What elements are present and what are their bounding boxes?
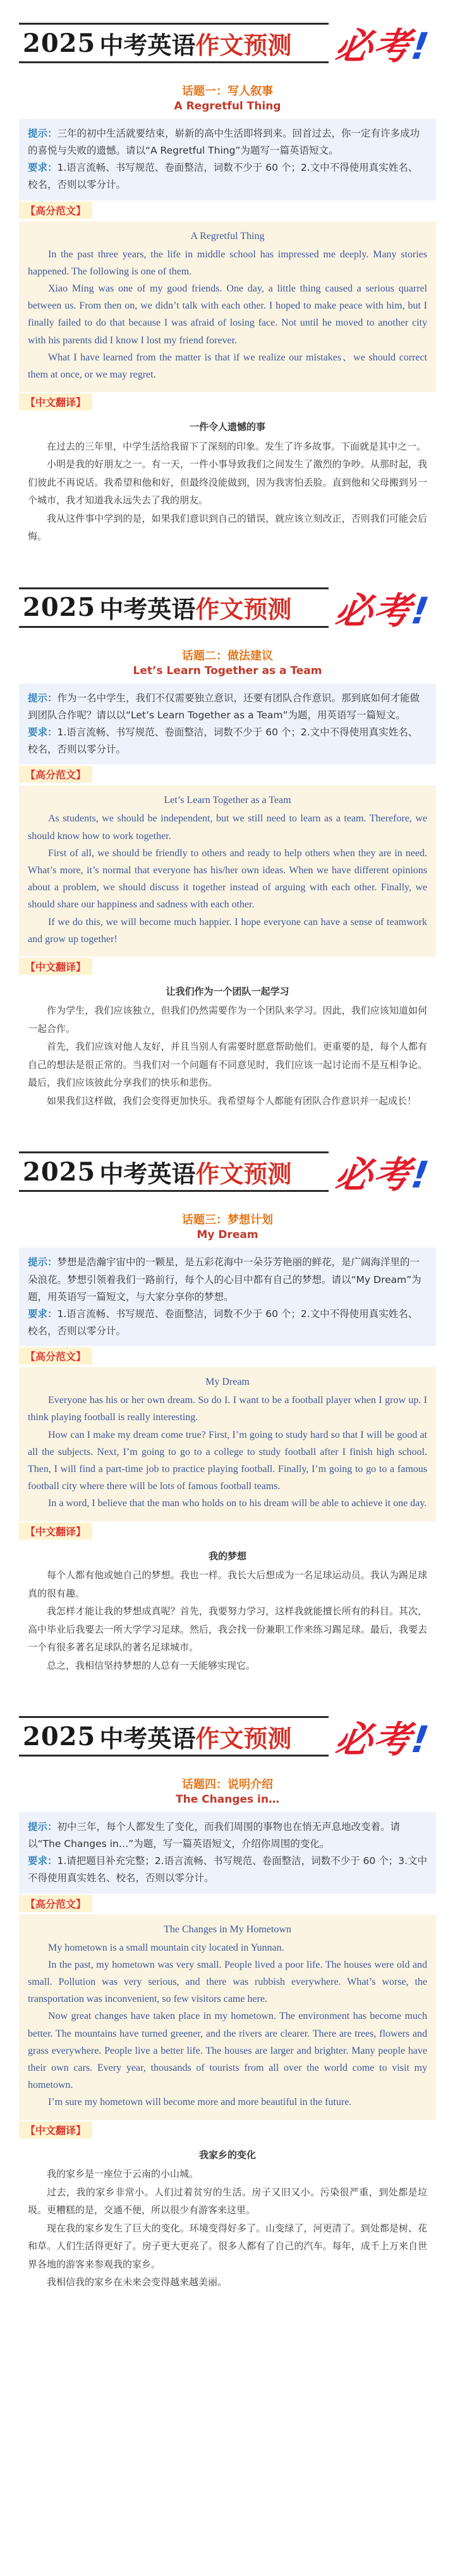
banner [19, 1707, 436, 1765]
prompt-label: 提示： [28, 1256, 58, 1268]
banner-subject: 中考英语 [99, 31, 196, 59]
banner-subject: 中考英语 [99, 1724, 196, 1753]
sample-essay-tag: 【高分范文】 [19, 766, 92, 783]
prompt-label: 提示： [28, 128, 58, 139]
sample-essay [19, 1367, 436, 1521]
translation-tag: 【中文翻译】 [19, 2121, 92, 2138]
banner-year: 2025 [23, 28, 96, 58]
requirement-label: 要求： [28, 162, 58, 174]
essay-paragraph: How can I make my dream come true? First, I’m going to study hard so that I will be good at all the subjects. Next, I’m going to go to a college to study football after I finish high school. Then, I will find a part-time job to practice playing football. Finally, I’m going to go to a famous football city where there will be lots of famous football teams. [28, 1429, 427, 1492]
topic-title: 话题二：做法建议 [182, 649, 273, 663]
prompt-text: 梦想是浩瀚宇宙中的一颗星，是五彩花海中一朵芬芳艳丽的鲜花，是广阔海洋里的一朵浪花。梦想引领着我们一路前行，每个人的心目中都有自己的梦想。请以“My Dream”为题，用英语写一篇短文，与大家分享你的梦想。 [28, 1256, 422, 1303]
prompt-label: 提示： [28, 692, 58, 704]
topic-section [19, 1143, 436, 1682]
topic-subtitle: My Dream [197, 1229, 258, 1242]
must-test-mark [332, 16, 434, 70]
essay-paragraph: My hometown is a small mountain city located in Yunnan. [48, 1942, 284, 1953]
banner [19, 1143, 436, 1201]
requirement-label: 要求： [28, 726, 58, 738]
must-test-text: 必考 [332, 25, 415, 68]
sample-essay-tag: 【高分范文】 [19, 202, 92, 219]
essay-title: The Changes in My Hometown [164, 1923, 291, 1935]
essay-paragraph: In a word, I believe that the man who holds on to his dream will be able to achieve it one day. [48, 1498, 427, 1509]
banner [19, 14, 436, 72]
topic-title: 话题四：说明介绍 [182, 1778, 273, 1791]
banner-title [19, 23, 329, 63]
banner-title [19, 587, 329, 628]
sample-essay [19, 221, 436, 393]
must-test-text: 必考 [332, 1153, 415, 1197]
requirement-text: 1.语言流畅、书写规范、卷面整洁，词数不少于 60 个；2.文中不得使用真实姓名、校名，否则以零分计。 [28, 162, 418, 191]
banner-year: 2025 [23, 1721, 96, 1751]
essay-paragraph: Everyone has his or her own dream. So do I. I want to be a football player when I grow up. I think playing football is really interesting. [28, 1395, 427, 1423]
prompt-block [19, 1812, 436, 1894]
translation-paragraph: 过去，我的家乡非常小。人们过着贫穷的生活。房子又旧又小。污染很严重，到处都是垃圾。更糟糕的是，交通不便，所以很少有游客来这里。 [28, 2186, 427, 2216]
banner-subject: 中考英语 [99, 596, 196, 624]
essay-paragraph: If we do this, we will become much happier. I hope everyone can have a sense of teamwork and grow up together! [28, 916, 427, 945]
must-test-mark [332, 581, 434, 634]
essay-paragraph: What I have learned from the matter is that if we realize our mistakes、we should correct them at once, or we may regret. [28, 352, 427, 380]
translation-paragraph: 首先，我们应该对他人友好，并且当别人有需要时愿意帮助他们。更重要的是，每个人都有自己的想法是很正常的。当我们对一个问题有不同意见时，我们应该一起讨论而不是互相争论。最后，我们应该彼此分享我们的快乐和悲伤。 [28, 1041, 427, 1089]
chinese-translation [19, 978, 436, 1118]
translation-title: 我的梦想 [208, 1550, 246, 1562]
chinese-translation [19, 413, 436, 553]
banner-subject: 中考英语 [99, 1160, 196, 1188]
banner-highlight: 作文预测 [195, 596, 292, 624]
sample-essay-tag: 【高分范文】 [19, 1347, 92, 1365]
banner-year: 2025 [23, 1156, 96, 1187]
banner-year: 2025 [23, 592, 96, 623]
prompt-block [19, 684, 436, 765]
translation-tag: 【中文翻译】 [19, 958, 92, 975]
topic-section [19, 14, 436, 553]
translation-title: 一件令人遗憾的事 [189, 421, 265, 433]
topic-section [19, 1707, 436, 2299]
translation-tag: 【中文翻译】 [19, 1523, 92, 1540]
essay-title: My Dream [205, 1377, 250, 1387]
translation-title: 我家乡的变化 [198, 2149, 256, 2161]
essay-paragraph: Xiao Ming was one of my good friends. One day, a little thing caused a serious quarrel between us. From then on, we didn’t talk with each other. I hoped to make peace with him, but I finally failed to do that because I was afraid of losing face. Not until he moved to another city with his parents did I know I lost my friend forever. [28, 283, 427, 346]
exclaim-mark: ! [408, 1153, 433, 1197]
translation-paragraph: 我的家乡是一座位于云南的小山城。 [47, 2168, 199, 2180]
must-test-text: 必考 [332, 589, 415, 632]
prompt-block [19, 1248, 436, 1346]
banner-title [19, 1716, 329, 1757]
essay-paragraph: I’m sure my hometown will become more and more beautiful in the future. [48, 2097, 352, 2108]
translation-paragraph: 现在我的家乡发生了巨大的变化。环境变得好多了。山变绿了，河更清了。到处都是树、花和草。人们生活得更好了。房子更大更亮了。很多人都有了自己的汽车。每年，成千上万来自世界各地的游客来参观我的家乡。 [28, 2222, 427, 2270]
topic-subtitle: A Regretful Thing [174, 100, 281, 113]
translation-paragraph: 我怎样才能让我的梦想成真呢？首先，我要努力学习，这样我就能擅长所有的科目。其次，高中毕业后我要去一所大学学习足球。然后，我会找一份兼职工作来练习踢足球。最后，我要去一个有很多著名足球队的著名足球城市。 [28, 1605, 427, 1653]
essay-paragraph: First of all, we should be friendly to others and ready to help others when they are in need. What’s more, it’s normal that everyone has his/her own ideas. When we have different opinions about a problem, we should discuss it together instead of arguing with each other. Finally, we should share our happiness and sadness with each other. [28, 847, 427, 911]
translation-paragraph: 在过去的三年里，中学生活给我留下了深刻的印象。发生了许多故事。下面就是其中之一。 [47, 440, 427, 452]
translation-paragraph: 每个人都有他或她自己的梦想。我也一样。我长大后想成为一名足球运动员。我认为踢足球真的很有趣。 [28, 1569, 427, 1599]
prompt-label: 提示： [28, 1821, 58, 1832]
exclaim-mark: ! [408, 589, 433, 632]
essay-paragraph: In the past three years, the life in middle school has impressed me deeply. Many stories happened. The following is one of them. [28, 248, 427, 277]
translation-paragraph: 总之，我相信坚持梦想的人总有一天能够实现它。 [47, 1659, 256, 1671]
chinese-translation [19, 1542, 436, 1683]
prompt-text: 作为一名中学生，我们不仅需要独立意识，还要有团队合作意识。那到底如何才能做到团队合作呢？请以以“Let’s Learn Together as a Team”为题，用英语写一篇短文。 [28, 692, 420, 721]
requirement-text: 1.语言流畅、书写规范、卷面整洁，词数不少于 60 个；2.文中不得使用真实姓名、校名，否则以零分计。 [28, 1308, 418, 1337]
translation-paragraph: 我相信我的家乡在未来会变得越来越美丽。 [47, 2276, 228, 2288]
requirement-label: 要求： [28, 1855, 58, 1867]
translation-title: 让我们作为一个团队一起学习 [166, 985, 289, 997]
banner-highlight: 作文预测 [195, 31, 292, 59]
prompt-block [19, 119, 436, 200]
banner-highlight: 作文预测 [195, 1724, 292, 1753]
must-test-mark [332, 1710, 434, 1763]
essay-paragraph: In the past, my hometown was very small. People lived a poor life. The houses were old and small. Pollution was very serious, and there was rubbish everywhere. What’s worse, the transportation was inconvenient, so few visitors came here. [28, 1959, 427, 2005]
translation-paragraph: 如果我们这样做，我们会变得更加快乐。我希望每个人都能有团队合作意识并一起成长！ [47, 1095, 417, 1107]
topic-section [19, 579, 436, 1118]
requirement-label: 要求： [28, 1308, 58, 1320]
sample-essay-tag: 【高分范文】 [19, 1895, 92, 1912]
essay-title: Let’s Learn Together as a Team [164, 795, 291, 806]
essay-paragraph: As students, we should be independent, but we still need to learn as a team. Therefore, we should know how to work together. [28, 813, 427, 842]
requirement-text: 1.语言流畅、书写规范、卷面整洁，词数不少于 60 个；2.文中不得使用真实姓名、校名，否则以零分计。 [28, 726, 418, 756]
prompt-text: 三年的初中生活就要结束，崭新的高中生活即将到来。回首过去，你一定有许多成功的喜悦与失败的遗憾。请以“A Regretful Thing”为题写一篇英语短文。 [28, 128, 420, 157]
must-test-mark [332, 1145, 434, 1198]
translation-paragraph: 作为学生，我们应该独立，但我们仍然需要作为一个团队来学习。因此，我们应该知道如何一起合作。 [28, 1005, 427, 1034]
exclaim-mark: ! [408, 1718, 433, 1761]
sample-essay [19, 1915, 436, 2120]
banner-title [19, 1151, 329, 1192]
banner-highlight: 作文预测 [195, 1160, 292, 1188]
topic-subtitle: Let’s Learn Together as a Team [133, 664, 322, 677]
translation-paragraph: 小明是我的好朋友之一。有一天，一件小事导致我们之间发生了激烈的争吵。从那时起，我们彼此不再说话。我希望和他和好，但最终没能做到，因为我害怕丢脸。直到他和父母搬到另一个城市，我才知道我永远失去了我的朋友。 [28, 458, 427, 506]
banner [19, 579, 436, 637]
sample-essay [19, 785, 436, 957]
translation-tag: 【中文翻译】 [19, 393, 92, 410]
essay-title: A Regretful Thing [190, 230, 265, 242]
chinese-translation [19, 2141, 436, 2299]
topic-title: 话题三：梦想计划 [182, 1213, 273, 1227]
must-test-text: 必考 [332, 1718, 415, 1761]
exclaim-mark: ! [408, 25, 433, 68]
topic-subtitle: The Changes in… [176, 1793, 279, 1806]
page [0, 14, 455, 2324]
requirement-text: 1.请把题目补充完整；2.语言流畅、书写规范、卷面整洁，词数不少于 60 个；3.文中不得使用真实姓名、校名，否则以零分计。 [28, 1855, 427, 1884]
prompt-text: 初中三年，每个人都发生了变化，而我们周围的事物也在悄无声息地改变着。请以“The Changes in…”为题，写一篇英语短文，介绍你周围的变化。 [28, 1821, 401, 1850]
topic-title: 话题一：写人叙事 [182, 85, 273, 98]
essay-paragraph: Now great changes have taken place in my hometown. The environment has become much better. The mountains have turned greener, and the rivers are clearer. There are trees, flowers and grass everywhere. People live a better life. The houses are larger and brighter. Many people have their own cars. Every year, thousands of tourists from all over the world come to visit my hometown. [28, 2011, 427, 2091]
translation-paragraph: 我从这件事中学到的是，如果我们意识到自己的错误，就应该立刻改正，否则我们可能会后悔。 [28, 512, 427, 543]
